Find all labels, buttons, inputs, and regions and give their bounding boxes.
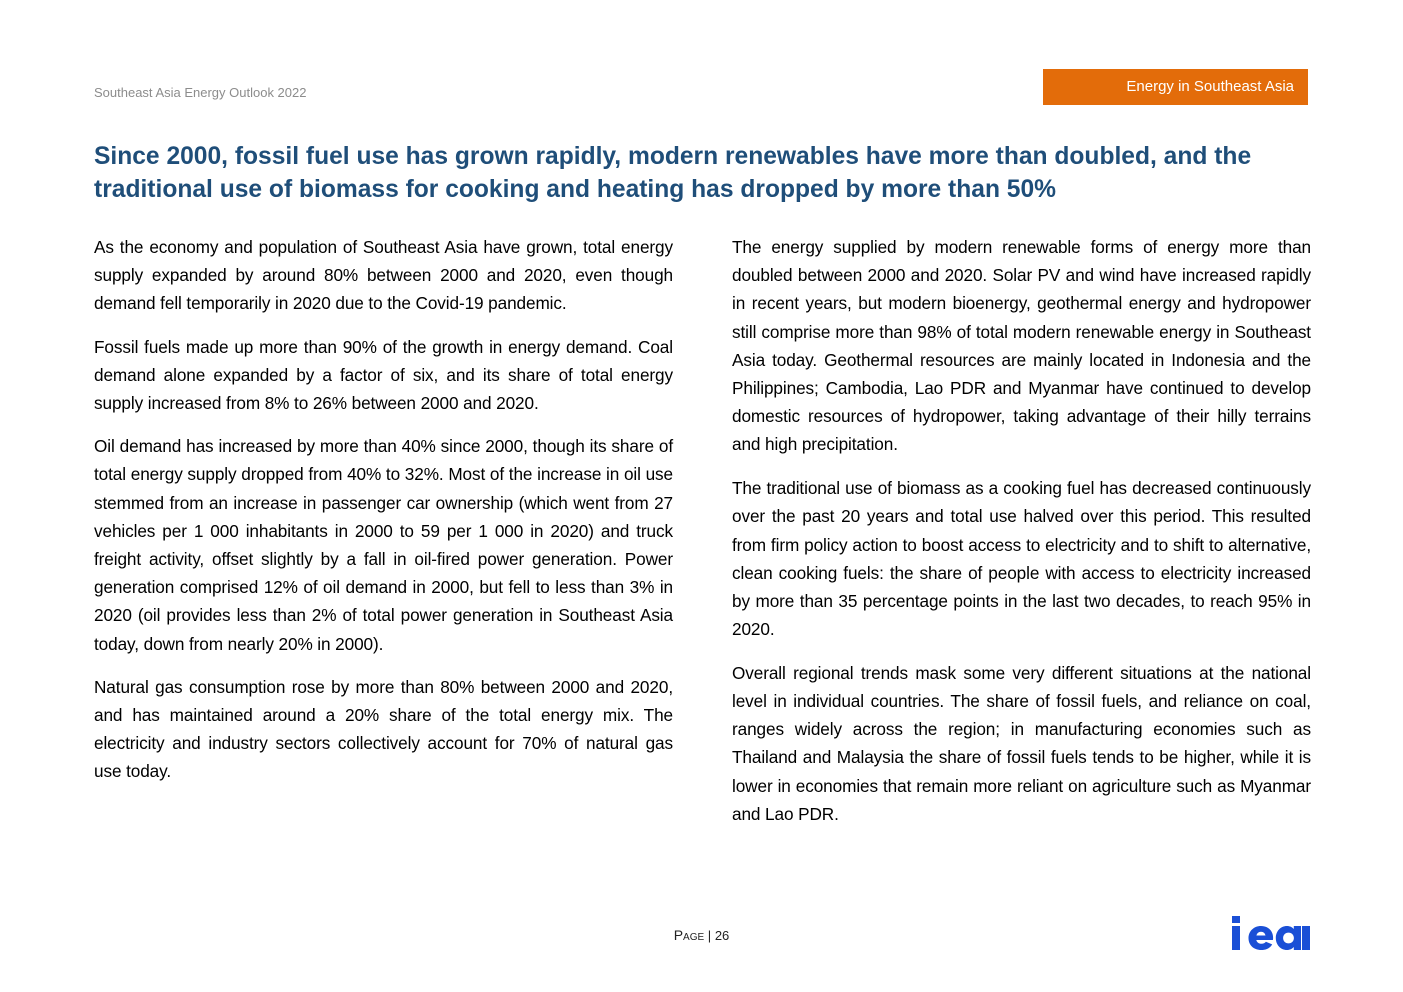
paragraph: Fossil fuels made up more than 90% of the growth in energy demand. Coal demand alone expanded by a factor of six, and its share of total energy supply increased from 8% to 26% between 2000 and 2020. bbox=[94, 336, 673, 414]
page-headline: Since 2000, fossil fuel use has grown rapidly, modern renewables have more than doubled, and the traditional use of biomass for cooking and heating has dropped by more than 50% bbox=[94, 143, 1252, 203]
page-number-value: 26 bbox=[714, 928, 730, 943]
left-column bbox=[94, 233, 673, 801]
paragraph: The energy supplied by modern renewable forms of energy more than doubled between 2000 and 2020. Solar PV and wind have increased rapidly in recent years, but modern bioenergy, geothermal energy and hydropower still comprise more than 98% of total modern renewable energy in Southeast Asia today. Geothermal resources are mainly located in Indonesia and the Philippines; Cambodia, Lao PDR and Myanmar have continued to develop domestic resources of hydropower, taking advantage of their hilly terrains and high precipitation. bbox=[732, 237, 1311, 455]
page-separator: | bbox=[707, 928, 712, 943]
paragraph: The traditional use of biomass as a cooking fuel has decreased continuously over the past 20 years and total use halved over this period. This resulted from firm policy action to boost access to electricity and to shift to alternative, clean cooking fuels: the share of people with access to electricity increased by more than 35 percentage points in the last two decades, to reach 95% in 2020. bbox=[732, 478, 1311, 640]
paragraph: Natural gas consumption rose by more than 80% between 2000 and 2020, and has maintained around a 20% share of the total energy mix. The electricity and industry sectors collectively account for 70% of natural gas use today. bbox=[94, 676, 673, 782]
right-column bbox=[732, 233, 1311, 844]
page-label: Page bbox=[673, 927, 705, 943]
page-number bbox=[0, 927, 1403, 943]
paragraph: Oil demand has increased by more than 40% since 2000, though its share of total energy supply dropped from 40% to 32%. Most of the increase in oil use stemmed from an increase in passenger car ownership (which went from 27 vehicles per 1 000 inhabitants in 2000 to 59 per 1 000 in 2020) and truck freight activity, offset slightly by a fall in oil-fired power generation. Power generation comprised 12% of oil demand in 2000, but fell to less than 3% in 2020 (oil provides less than 2% of total power generation in Southeast Asia today, down from nearly 20% in 2000). bbox=[94, 436, 673, 654]
paragraph: Overall regional trends mask some very different situations at the national level in individual countries. The share of fossil fuels, and reliance on coal, ranges widely across the region; in manufacturing economies such as Thailand and Malaysia the share of fossil fuels tends to be higher, while it is lower in economies that remain more reliant on agriculture such as Myanmar and Lao PDR. bbox=[732, 662, 1311, 824]
iea-logo bbox=[1232, 916, 1310, 950]
section-tag: Energy in Southeast Asia bbox=[1043, 69, 1308, 105]
paragraph: As the economy and population of Southeast Asia have grown, total energy supply expanded by around 80% between 2000 and 2020, even though demand fell temporarily in 2020 due to the Covid-19 pandemic. bbox=[94, 237, 673, 314]
report-name: Southeast Asia Energy Outlook 2022 bbox=[94, 85, 307, 100]
